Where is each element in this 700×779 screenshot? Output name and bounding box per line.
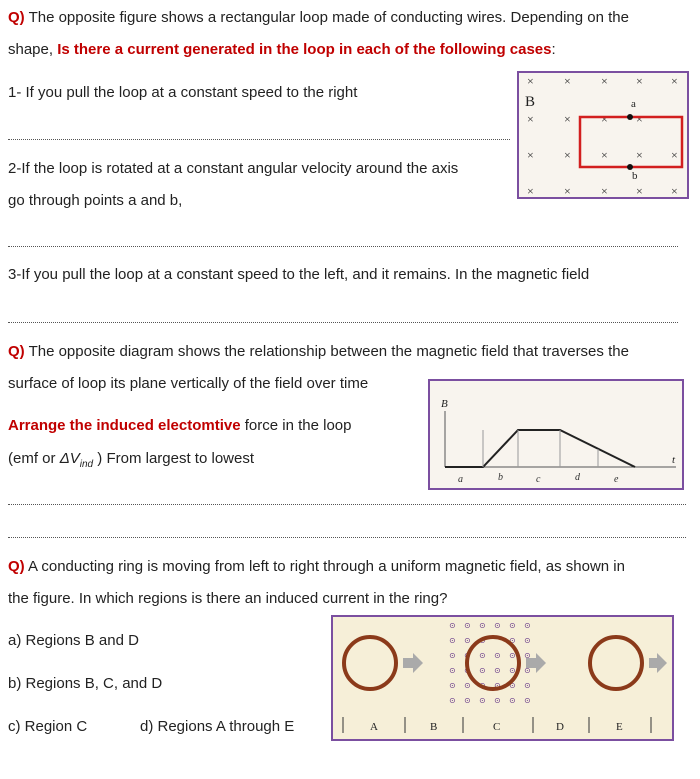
q2-label: Q) <box>8 343 25 360</box>
q3-text-line1: A conducting ring is moving from left to right through a uniform magnetic field, as shown in <box>28 558 625 575</box>
field-dot: ⊙ <box>464 666 471 675</box>
q1-case2-line1: 2-If the loop is rotated at a constant angular velocity around the axis <box>8 160 459 177</box>
field-dot: ⊙ <box>449 621 456 630</box>
field-mark: × <box>564 184 571 197</box>
field-dot: ⊙ <box>464 651 471 660</box>
interval-b-label: b <box>498 472 503 483</box>
field-dot: ⊙ <box>449 696 456 705</box>
q2-line3-highlight: Arrange the induced electomtive <box>8 417 241 434</box>
region-label-a: A <box>370 721 378 733</box>
answer-line-2 <box>8 246 678 247</box>
field-dot: ⊙ <box>524 666 531 675</box>
field-dot: ⊙ <box>464 621 471 630</box>
motion-arrow-icon <box>403 653 423 673</box>
field-dot: ⊙ <box>479 666 486 675</box>
field-mark: × <box>527 74 534 88</box>
q1-text-line1: The opposite figure shows a rectangular loop made of conducting wires. Depending on the <box>28 9 629 26</box>
field-mark: × <box>601 112 608 126</box>
q3-line2: the figure. In which regions is there an induced current in the ring? <box>8 590 448 607</box>
q3-label: Q) <box>8 558 25 575</box>
field-dot: ⊙ <box>464 696 471 705</box>
field-dot: ⊙ <box>494 681 501 690</box>
interval-a-label: a <box>458 474 463 485</box>
region-label-c: C <box>493 721 501 733</box>
field-mark: × <box>636 184 643 197</box>
q2-graph-figure <box>428 379 684 490</box>
field-dot: ⊙ <box>524 636 531 645</box>
q1-field-svg <box>519 73 687 197</box>
field-dot: ⊙ <box>509 636 516 645</box>
field-dot: ⊙ <box>449 636 456 645</box>
interval-e-label: e <box>614 474 619 485</box>
field-dot: ⊙ <box>509 681 516 690</box>
field-dot: ⊙ <box>449 651 456 660</box>
q1-line1 <box>8 9 629 26</box>
q1-case3: 3-If you pull the loop at a constant speed to the left, and it remains. In the magnetic field <box>8 266 590 283</box>
field-dot: ⊙ <box>449 681 456 690</box>
field-dot: ⊙ <box>479 696 486 705</box>
field-dot: ⊙ <box>479 681 486 690</box>
field-dot: ⊙ <box>494 696 501 705</box>
q1-line2 <box>8 41 556 58</box>
field-mark: × <box>671 148 678 162</box>
q1-line2-highlight: Is there a current generated in the loop in each of the following cases <box>57 41 552 58</box>
interval-c-label: c <box>536 474 541 485</box>
field-dot: ⊙ <box>524 651 531 660</box>
field-label-B: B <box>525 94 536 110</box>
field-mark: × <box>601 74 608 88</box>
field-dot: ⊙ <box>464 681 471 690</box>
field-dot: ⊙ <box>524 621 531 630</box>
q3-option-b[interactable]: b) Regions B, C, and D <box>8 675 163 692</box>
ring-region-e <box>590 637 642 689</box>
field-mark: × <box>601 148 608 162</box>
field-mark: × <box>636 112 643 126</box>
q2-line2: surface of loop its plane vertically of the field over time <box>8 375 369 392</box>
q3-option-d[interactable]: d) Regions A through E <box>140 718 295 735</box>
field-dot: ⊙ <box>449 666 456 675</box>
q2-text-line1: The opposite diagram shows the relationship between the magnetic field that traverses the <box>28 343 629 360</box>
field-mark: × <box>671 74 678 88</box>
graph-y-label: B <box>441 398 448 410</box>
field-dot: ⊙ <box>494 621 501 630</box>
q3-ring-svg <box>333 617 672 739</box>
region-label-d: D <box>556 721 564 733</box>
point-a-label: a <box>631 98 636 110</box>
q1-line2-suffix: : <box>551 41 556 58</box>
field-dot: ⊙ <box>524 681 531 690</box>
q2-line3-rest: force in the loop <box>240 417 352 434</box>
conducting-loop <box>580 117 682 167</box>
field-mark: × <box>636 74 643 88</box>
answer-line-4 <box>8 504 686 505</box>
field-dot: ⊙ <box>509 621 516 630</box>
point-a-dot <box>627 114 633 120</box>
answer-line-5 <box>8 537 686 538</box>
ring-region-c <box>467 637 519 689</box>
q2-graph-svg <box>430 381 682 488</box>
point-b-label: b <box>632 170 638 182</box>
q3-option-a[interactable]: a) Regions B and D <box>8 632 139 649</box>
field-dot: ⊙ <box>479 651 486 660</box>
q2-line4 <box>8 450 254 470</box>
field-mark: × <box>564 112 571 126</box>
q3-ring-figure <box>331 615 674 741</box>
field-mark: × <box>564 74 571 88</box>
q2-line3 <box>8 417 351 434</box>
q2-delta-v: ΔV <box>59 450 80 467</box>
field-dot: ⊙ <box>494 651 501 660</box>
q2-line1 <box>8 343 629 360</box>
q1-case1: 1- If you pull the loop at a constant speed to the right <box>8 84 358 101</box>
field-dot: ⊙ <box>509 696 516 705</box>
q3-option-c[interactable]: c) Region C <box>8 718 88 735</box>
interval-d-label: d <box>575 472 580 483</box>
answer-line-3 <box>8 322 678 323</box>
q3-line1 <box>8 558 625 575</box>
field-mark: × <box>527 112 534 126</box>
region-label-e: E <box>616 721 623 733</box>
motion-arrow-icon <box>649 653 667 673</box>
field-dot: ⊙ <box>509 651 516 660</box>
q1-case2-line2: go through points a and b, <box>8 192 183 209</box>
q2-line4-post: ) From largest to lowest <box>93 450 255 467</box>
q2-subscript-ind: ind <box>79 459 94 470</box>
field-mark: × <box>601 184 608 197</box>
field-mark: × <box>636 148 643 162</box>
ring-region-a <box>344 637 396 689</box>
q2-line4-pre: (emf or <box>8 450 60 467</box>
field-x-marks <box>527 74 678 197</box>
field-dot: ⊙ <box>479 621 486 630</box>
q1-label: Q) <box>8 9 25 26</box>
q1-line2-prefix: shape, <box>8 41 58 58</box>
region-label-b: B <box>430 721 438 733</box>
field-mark: × <box>527 148 534 162</box>
field-dot: ⊙ <box>479 636 486 645</box>
graph-x-label: t <box>672 454 676 466</box>
field-dot: ⊙ <box>509 666 516 675</box>
field-mark: × <box>564 148 571 162</box>
q1-field-figure <box>517 71 689 199</box>
field-dot: ⊙ <box>524 696 531 705</box>
answer-line-1 <box>8 139 510 140</box>
graph-curve <box>445 430 635 467</box>
field-dot: ⊙ <box>494 666 501 675</box>
field-mark: × <box>671 184 678 197</box>
field-dot: ⊙ <box>464 636 471 645</box>
field-mark: × <box>527 184 534 197</box>
